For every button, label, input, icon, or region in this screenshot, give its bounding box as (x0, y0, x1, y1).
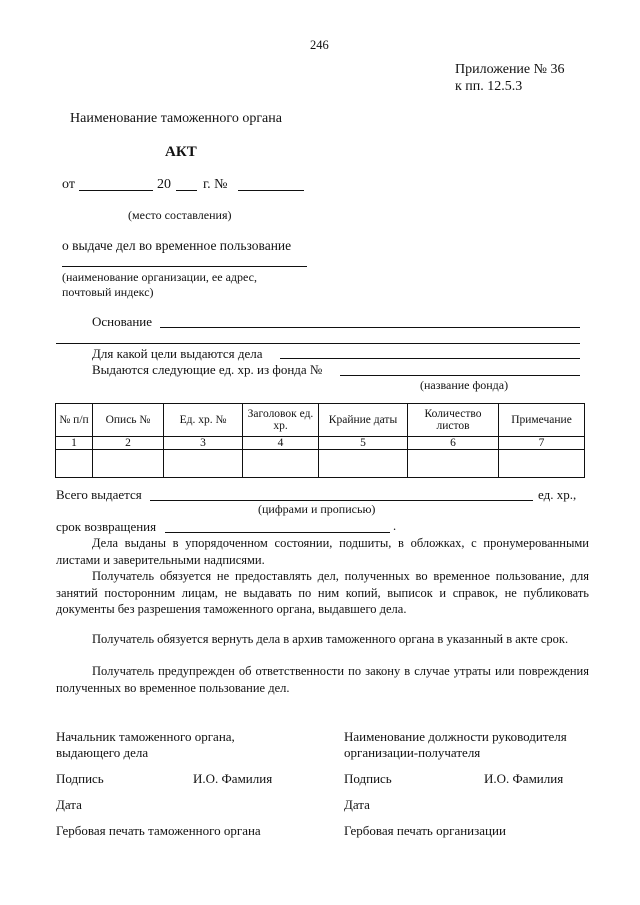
table-cell[interactable] (93, 450, 164, 478)
table-number-cell: 2 (93, 437, 164, 450)
basis-label: Основание (92, 314, 153, 329)
total-unit: ед. хр., (538, 487, 577, 502)
table-number-cell: 1 (56, 437, 93, 450)
organization-field[interactable] (62, 266, 307, 267)
total-label: Всего выдается (56, 487, 142, 502)
sign-left-date-label: Дата (56, 797, 82, 812)
place-caption: (место составления) (128, 208, 232, 222)
sign-left-signature-label: Подпись (56, 771, 104, 786)
sign-left-title1: Начальник таможенного органа, (56, 729, 235, 744)
sign-right-signature-label: Подпись (344, 771, 392, 786)
return-label: срок возвращения (56, 519, 157, 534)
act-title: АКТ (165, 144, 197, 160)
page-number: 246 (310, 38, 329, 52)
sign-left-name: И.О. Фамилия (193, 771, 273, 786)
appendix-line2: к пп. 12.5.3 (455, 79, 523, 94)
act-number-field[interactable] (238, 190, 304, 191)
table-header-cell: Ед. хр. № (164, 404, 243, 437)
org-caption-line1: (наименование организации, ее адрес, (62, 270, 257, 284)
table-header-row (56, 404, 585, 437)
date-year-label: 20 (157, 177, 171, 192)
table-cell[interactable] (243, 450, 319, 478)
table-number-row (56, 437, 585, 450)
sign-right-name: И.О. Фамилия (484, 771, 564, 786)
date-day-month-field[interactable] (79, 190, 153, 191)
total-field[interactable] (150, 500, 533, 501)
sign-right-date-label: Дата (344, 797, 370, 812)
basis-field-continued[interactable] (56, 343, 580, 344)
fund-label: Выдаются следующие ед. хр. из фонда № (92, 362, 323, 377)
return-date-field[interactable] (165, 532, 390, 533)
table-header-cell: № п/п (56, 404, 93, 437)
table-cell[interactable] (499, 450, 585, 478)
table-header-cell: Заголовок ед. хр. (243, 404, 319, 437)
paragraph (56, 568, 589, 618)
sign-left-title2: выдающего дела (56, 745, 149, 760)
org-caption-line2: почтовый индекс) (62, 285, 154, 299)
paragraph-text: Получатель предупрежден об ответственности по закону в случае утраты или повреждения полученных во временное пользование дел. (56, 664, 589, 695)
table-number-cell: 5 (319, 437, 408, 450)
items-table (55, 403, 585, 478)
paragraph (56, 631, 589, 648)
table-header-cell: Примечание (499, 404, 585, 437)
appendix-line1: Приложение № 36 (455, 62, 565, 77)
paragraph-text: Получатель обязуется не предоставлять дел, полученных во временное пользование, для занятий посторонним лицам, не выдавать по ним копий, выписок и справок, не публиковать документы без разрешения таможенного органа, выдавшего дела. (56, 569, 589, 616)
total-caption: (цифрами и прописью) (258, 502, 376, 516)
table-cell[interactable] (56, 450, 93, 478)
table-number-cell: 3 (164, 437, 243, 450)
table-cell[interactable] (408, 450, 499, 478)
table-header-cell: Количество листов (408, 404, 499, 437)
table-cell[interactable] (319, 450, 408, 478)
fund-caption: (название фонда) (420, 378, 509, 392)
sign-right-title2: организации-получателя (344, 745, 481, 760)
table-row (56, 450, 585, 478)
sign-right-title1: Наименование должности руководителя (344, 729, 567, 744)
paragraph-text: Дела выданы в упорядоченном состоянии, подшиты, в обложках, с пронумерованными листами и заверительными надписями. (56, 536, 589, 567)
date-from-label: от (62, 177, 75, 192)
table-number-cell: 7 (499, 437, 585, 450)
table-header-cell: Опись № (93, 404, 164, 437)
act-number-label: г. № (203, 177, 228, 192)
fund-field[interactable] (340, 375, 580, 376)
table-number-cell: 4 (243, 437, 319, 450)
subject-line: о выдаче дел во временное пользование (62, 238, 292, 253)
sign-left-seal: Гербовая печать таможенного органа (56, 823, 261, 838)
purpose-label: Для какой цели выдаются дела (92, 346, 263, 361)
table-cell[interactable] (164, 450, 243, 478)
table-header-cell: Крайние даты (319, 404, 408, 437)
sign-right-seal: Гербовая печать организации (344, 823, 506, 838)
basis-field[interactable] (160, 327, 580, 328)
table-number-cell: 6 (408, 437, 499, 450)
paragraph (56, 535, 589, 568)
date-year-field[interactable] (176, 190, 197, 191)
paragraph (56, 663, 589, 696)
paragraph-text: Получатель обязуется вернуть дела в архив таможенного органа в указанный в акте срок. (92, 632, 569, 646)
purpose-field[interactable] (280, 358, 580, 359)
org-name: Наименование таможенного органа (70, 111, 282, 126)
